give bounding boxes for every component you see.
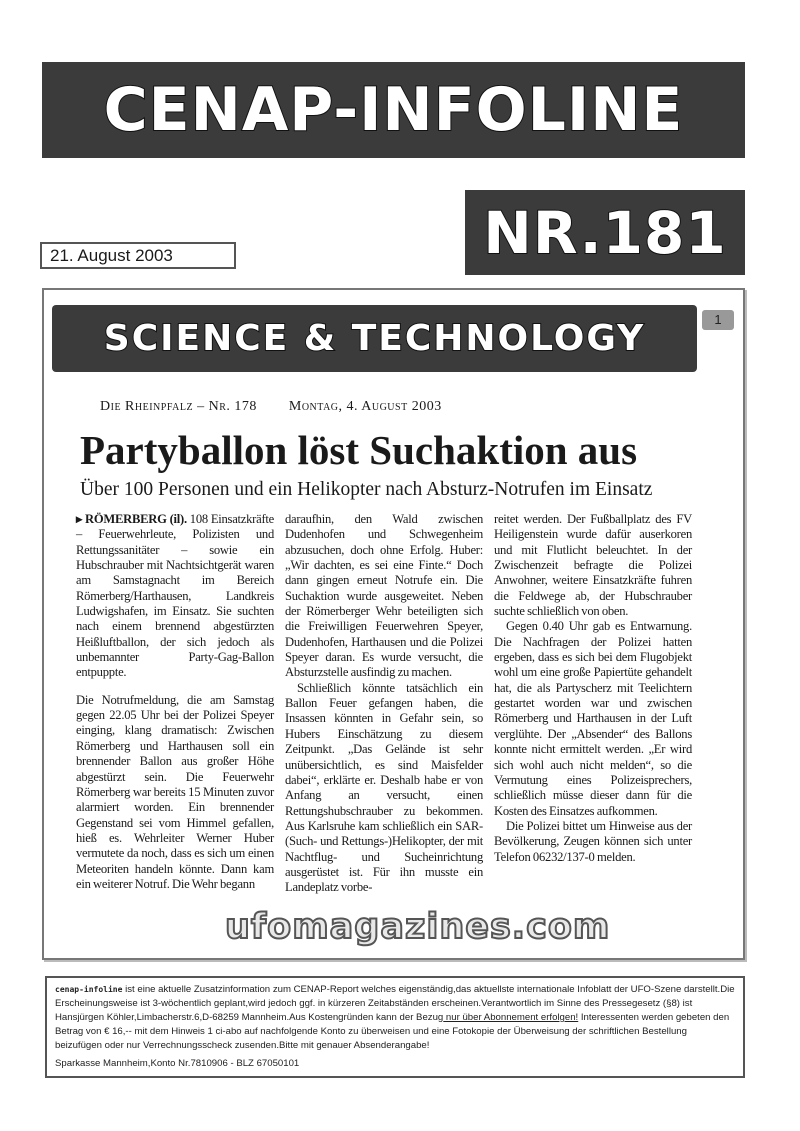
headline: Partyballon löst Suchaktion aus — [80, 427, 638, 473]
bank-details: Sparkasse Mannheim,Konto Nr.7810906 - BLZ 67050101 — [55, 1058, 300, 1069]
issue-number: NR.181 — [483, 198, 727, 267]
watermark: ufomagazines.com — [225, 907, 611, 947]
article-column-1 — [76, 512, 274, 892]
article-column-3 — [494, 512, 692, 865]
section-title: SCIENCE & TECHNOLOGY — [103, 318, 646, 359]
cenap-infoline-banner — [42, 62, 745, 158]
paragraph: Gegen 0.40 Uhr gab es Entwarnung. Die Nachfragen der Polizei hatten ergeben, dass es sich bei dem Flugobjekt wohl um eine große Papiertüte gehandelt hat, die als Partyscherz mit Teelichtern gestartet worden war und zwischen Römerberg und Harthausen in der Luft verglühte. Der „Absender“ des Ballons konnte nicht ermittelt werden. „Er wird sich wohl auch nicht melden“, so die Vermutung eines Polizeisprechers, schließlich müsse dieser dann für die Kosten des Einsatzes aufkommen. — [494, 619, 692, 818]
paragraph: Die Notrufmeldung, die am Samstag gegen 22.05 Uhr bei der Polizei Speyer einging, klang dramatisch: Zwischen Römerberg und Harthausen soll ein brennender Ballon aus großer Höhe abgestürzt sein. Die Feuerwehr Römerberg war bereits 15 Minuten zuvor alarmiert worden. Ein brennender Gegenstand sei vom Himmel gefallen, hieß es. Wehrleiter Werner Huber vermutete da noch, dass es sich um einen Meteoriten handeln könnte. Dann kam ein weiterer Notruf. Die Wehr begann — [76, 692, 274, 891]
paragraph: daraufhin, den Wald zwischen Dudenhofen und Schwegenheim abzusuchen, doch ohne Erfolg. Huber: „Wir dachten, es sei eine Finte.“ Doch dann gingen erneut Notrufe ein. Die Suchaktion wurde ausgeweitet. Neben der Römerberger Wehr beteiligten sich die Freiwilligen Feuerwehren Speyer, Dudenhofen, Harthausen und die Polizei Speyer daran. Es wurde versucht, die Absturzstelle ausfindig zu machen. — [285, 512, 483, 680]
imprint-part: Interessenten werden gebeten den Betrag von € 16,-- mit dem Hinweis 1 ci-abo auf nachfolgende Konto zu überweisen und eine Fotokopie der Überweisung der schriftlichen Bestellung beizufügen oder nur Verrechnungsscheck zusenden.Bitte mit genauer Absenderangabe! — [55, 1012, 730, 1051]
issue-number-banner — [465, 190, 745, 275]
source-date: Montag, 4. August 2003 — [288, 399, 442, 414]
section-banner — [52, 305, 697, 372]
imprint-box — [45, 976, 745, 1078]
subscription-note: nur über Abonnement erfolgen! — [443, 1012, 579, 1023]
article-source — [100, 398, 470, 416]
paragraph — [76, 512, 274, 681]
issue-date: 21. August 2003 — [40, 242, 236, 269]
brand-name: cenap-infoline — [55, 985, 123, 994]
paragraph: reitet werden. Der Fußballplatz des FV Heiligenstein wurde dafür auserkoren und mit Flutlicht beleuchtet. In der Zwischenzeit befragte die Polizei Anwohner, weitere Einsatzkräfte fuhren die Feldwege ab, der Hubschrauber suchte schließlich von oben. — [494, 512, 692, 619]
imprint-part: ist eine aktuelle Zusatzinformation zum CENAP-Report welches eigenständig,das aktuellste internationale Infoblatt der UFO-Szene darstellt.Die Erscheinungsweise ist 3-wöchentlich geplant,wird jedoch ggf. in kürzeren Zeitabständen erscheinen.Verantwortlich im Sinne des Pressegesetz (§8) ist Hansjürgen Köhler,Limbacherstr.6,D-68259 Mannheim.Aus Kostengründen kann der Bezug — [55, 984, 735, 1023]
source-name: Die Rheinpfalz – Nr. 178 — [100, 399, 257, 414]
paragraph-text: 108 Einsatzkräfte – Feuerwehrleute, Polizisten und Rettungssanitäter – sowie ein Hubschrauber mit Nachtsichtgerät waren am Samstagnacht im Bereich Römerberg/Harthausen, Landkreis Ludwigshafen, im Einsatz. Sie suchten nach einem brennend abgestürzten Heißluftballon, der sich jedoch als unbemannter Party-Gag-Ballon entpuppte. — [76, 512, 274, 680]
imprint-text — [55, 983, 735, 1053]
article-column-2 — [285, 512, 483, 896]
paragraph: Schließlich könnte tatsächlich ein Ballon Feuer gefangen haben, die Insassen könnten in Gefahr sein, so Hubers Einschätzung zu diesem Zeitpunkt. „Das Gelände ist sehr unübersichtlich, es sind Maisfelder dabei“, erklärte er. Deshalb habe er von Anfang an versucht, einen Rettungshubschrauber zu bekommen. Aus Karlsruhe kam schließlich ein SAR-(Such- und Rettungs-)Helikopter, der mit Nachtflug- und Sucheinrichtung ausgerüstet ist. Für ihn musste ein Landeplatz vorbe- — [285, 680, 483, 895]
subheadline: Über 100 Personen und ein Helikopter nach Absturz-Notrufen im Einsatz — [80, 479, 653, 500]
paragraph: Die Polizei bittet um Hinweise aus der Bevölkerung, Zeugen können sich unter Telefon 06232/137-0 melden. — [494, 818, 692, 864]
newsletter-title: CENAP-INFOLINE — [103, 75, 684, 145]
dateline: ▸ RÖMERBERG (il). — [76, 512, 187, 526]
page-tab: 1 — [702, 310, 734, 330]
